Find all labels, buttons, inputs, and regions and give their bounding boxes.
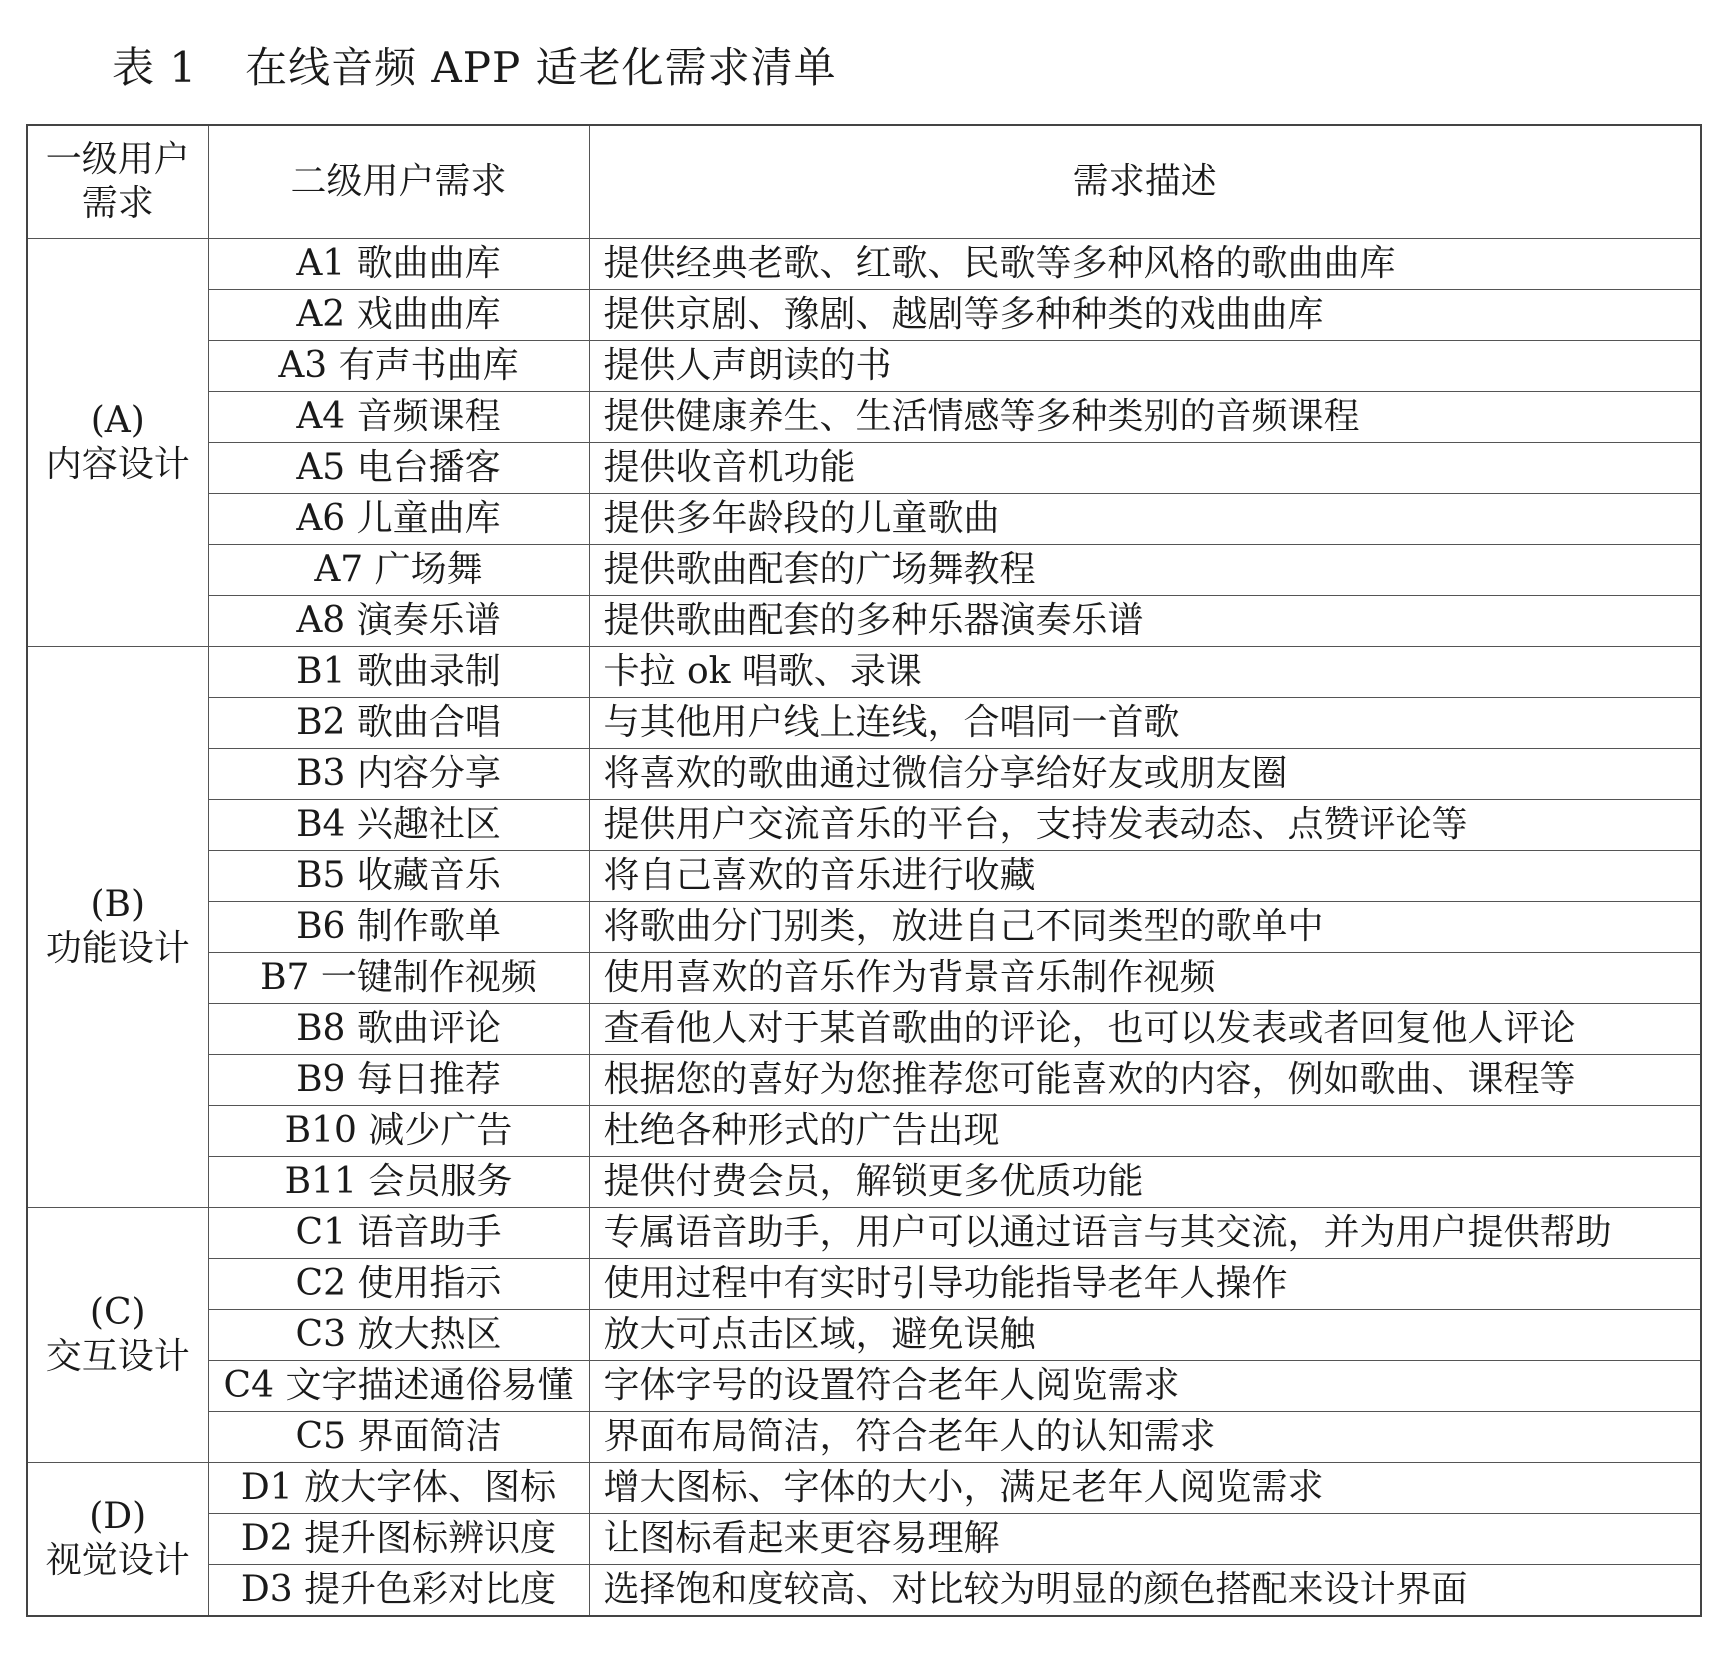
secondary-need-cell: B1 歌曲录制 [208, 647, 589, 698]
category-cell [27, 1208, 208, 1463]
description-cell: 根据您的喜好为您推荐您可能喜欢的内容，例如歌曲、课程等 [589, 1055, 1701, 1106]
header-level1-line1: 一级用户 [45, 139, 190, 180]
table-row [27, 239, 1701, 290]
description-cell: 提供人声朗读的书 [589, 341, 1701, 392]
table-caption [112, 38, 837, 98]
description-cell: 查看他人对于某首歌曲的评论，也可以发表或者回复他人评论 [589, 1004, 1701, 1055]
table-body [27, 239, 1701, 1617]
table-row [27, 1157, 1701, 1208]
category-name: 内容设计 [45, 443, 190, 485]
table-row [27, 1412, 1701, 1463]
category-code: (B) [90, 884, 146, 925]
category-name: 交互设计 [45, 1336, 190, 1377]
description-cell: 将自己喜欢的音乐进行收藏 [589, 851, 1701, 902]
table-row [27, 545, 1701, 596]
secondary-need-cell: B8 歌曲评论 [208, 1004, 589, 1055]
secondary-need-cell: C3 放大热区 [208, 1310, 589, 1361]
description-cell: 提供多年龄段的儿童歌曲 [589, 494, 1701, 545]
description-cell: 界面布局简洁，符合老年人的认知需求 [589, 1412, 1701, 1463]
secondary-need-cell: B2 歌曲合唱 [208, 698, 589, 749]
table-row [27, 392, 1701, 443]
secondary-need-cell: B3 内容分享 [208, 749, 589, 800]
secondary-need-cell: A2 戏曲曲库 [208, 290, 589, 341]
secondary-need-cell: D3 提升色彩对比度 [208, 1565, 589, 1617]
table-row [27, 1055, 1701, 1106]
secondary-need-cell: B11 会员服务 [208, 1157, 589, 1208]
category-cell [27, 239, 208, 647]
table-row [27, 1310, 1701, 1361]
description-cell: 提供歌曲配套的广场舞教程 [589, 545, 1701, 596]
table-row [27, 1208, 1701, 1259]
requirements-table [26, 124, 1702, 1617]
description-cell: 卡拉 ok 唱歌、录课 [589, 647, 1701, 698]
header-level1 [27, 125, 208, 239]
secondary-need-cell: A6 儿童曲库 [208, 494, 589, 545]
table-number: 表 1 [112, 43, 198, 92]
table-row [27, 290, 1701, 341]
table-title: 在线音频 APP 适老化需求清单 [245, 43, 837, 92]
description-cell: 提供付费会员，解锁更多优质功能 [589, 1157, 1701, 1208]
description-cell: 提供收音机功能 [589, 443, 1701, 494]
secondary-need-cell: B9 每日推荐 [208, 1055, 589, 1106]
secondary-need-cell: B7 一键制作视频 [208, 953, 589, 1004]
table-row [27, 494, 1701, 545]
secondary-need-cell: C4 文字描述通俗易懂 [208, 1361, 589, 1412]
description-cell: 使用过程中有实时引导功能指导老年人操作 [589, 1259, 1701, 1310]
secondary-need-cell: A4 音频课程 [208, 392, 589, 443]
description-cell: 杜绝各种形式的广告出现 [589, 1106, 1701, 1157]
secondary-need-cell: C5 界面简洁 [208, 1412, 589, 1463]
secondary-need-cell: A1 歌曲曲库 [208, 239, 589, 290]
category-name: 视觉设计 [45, 1540, 190, 1581]
description-cell: 提供经典老歌、红歌、民歌等多种风格的歌曲曲库 [589, 239, 1701, 290]
secondary-need-cell: B6 制作歌单 [208, 902, 589, 953]
table-row [27, 1514, 1701, 1565]
description-cell: 提供用户交流音乐的平台，支持发表动态、点赞评论等 [589, 800, 1701, 851]
description-cell: 与其他用户线上连线，合唱同一首歌 [589, 698, 1701, 749]
secondary-need-cell: B10 减少广告 [208, 1106, 589, 1157]
description-cell: 专属语音助手，用户可以通过语言与其交流，并为用户提供帮助 [589, 1208, 1701, 1259]
header-level2: 二级用户需求 [208, 125, 589, 239]
secondary-need-cell: D1 放大字体、图标 [208, 1463, 589, 1514]
description-cell: 让图标看起来更容易理解 [589, 1514, 1701, 1565]
table-row [27, 647, 1701, 698]
table-row [27, 800, 1701, 851]
secondary-need-cell: B4 兴趣社区 [208, 800, 589, 851]
table-row [27, 1361, 1701, 1412]
table-row [27, 1004, 1701, 1055]
description-cell: 放大可点击区域，避免误触 [589, 1310, 1701, 1361]
table-row [27, 1463, 1701, 1514]
category-cell [27, 1463, 208, 1617]
description-cell: 字体字号的设置符合老年人阅览需求 [589, 1361, 1701, 1412]
table-row [27, 443, 1701, 494]
table-row [27, 596, 1701, 647]
header-description: 需求描述 [589, 125, 1701, 239]
category-code: (A) [90, 399, 145, 441]
table-row [27, 1259, 1701, 1310]
header-level1-line2: 需求 [81, 183, 154, 224]
secondary-need-cell: C1 语音助手 [208, 1208, 589, 1259]
category-name: 功能设计 [45, 928, 190, 969]
secondary-need-cell: A5 电台播客 [208, 443, 589, 494]
table-row [27, 1106, 1701, 1157]
description-cell: 增大图标、字体的大小，满足老年人阅览需求 [589, 1463, 1701, 1514]
description-cell: 选择饱和度较高、对比较为明显的颜色搭配来设计界面 [589, 1565, 1701, 1617]
table-row [27, 902, 1701, 953]
description-cell: 将喜欢的歌曲通过微信分享给好友或朋友圈 [589, 749, 1701, 800]
secondary-need-cell: A8 演奏乐谱 [208, 596, 589, 647]
description-cell: 提供歌曲配套的多种乐器演奏乐谱 [589, 596, 1701, 647]
category-cell [27, 647, 208, 1208]
table-row [27, 341, 1701, 392]
table-row [27, 749, 1701, 800]
category-code: (D) [89, 1496, 147, 1537]
category-code: (C) [89, 1292, 146, 1333]
table-row [27, 953, 1701, 1004]
description-cell: 将歌曲分门别类，放进自己不同类型的歌单中 [589, 902, 1701, 953]
secondary-need-cell: A3 有声书曲库 [208, 341, 589, 392]
description-cell: 提供京剧、豫剧、越剧等多种种类的戏曲曲库 [589, 290, 1701, 341]
header-row [27, 125, 1701, 239]
secondary-need-cell: D2 提升图标辨识度 [208, 1514, 589, 1565]
description-cell: 提供健康养生、生活情感等多种类别的音频课程 [589, 392, 1701, 443]
table-row [27, 1565, 1701, 1617]
secondary-need-cell: B5 收藏音乐 [208, 851, 589, 902]
secondary-need-cell: C2 使用指示 [208, 1259, 589, 1310]
table-row [27, 851, 1701, 902]
table-row [27, 698, 1701, 749]
secondary-need-cell: A7 广场舞 [208, 545, 589, 596]
description-cell: 使用喜欢的音乐作为背景音乐制作视频 [589, 953, 1701, 1004]
